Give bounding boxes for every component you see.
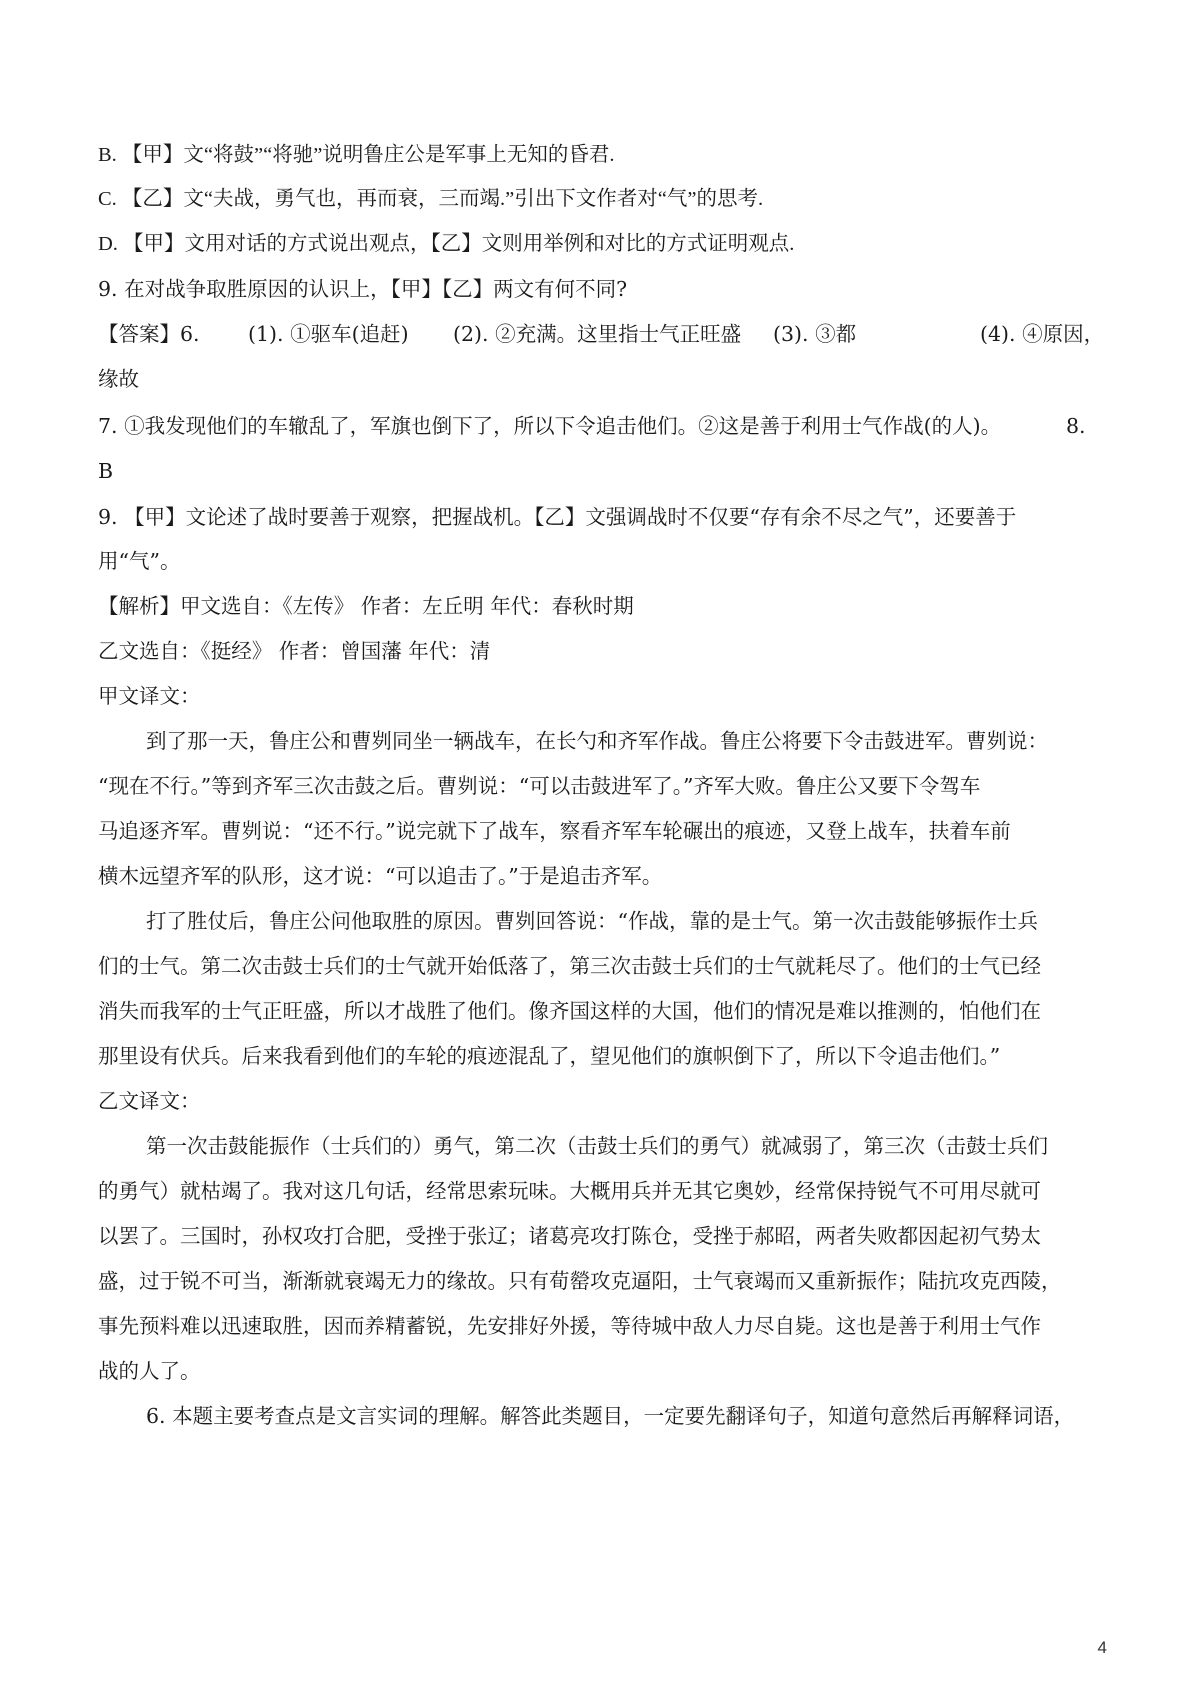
analysis-question-6: 6. 本题主要考查点是文言实词的理解。解答此类题目，一定要先翻译句子，知道句意然后再解释词语， (146, 1404, 1075, 1428)
answer-7: 7. ①我发现他们的车辙乱了，军旗也倒下了，所以下令追击他们。②这是善于利用士气作战(的人)。 (98, 414, 1002, 438)
jia-paragraph-2-line: 们的士气。第二次击鼓士兵们的士气就开始低落了，第三次击鼓士兵们的士气就耗尽了。他们的士气已经 (98, 954, 1041, 978)
yi-paragraph-line: 盛，过于锐不可当，渐渐就衰竭无力的缘故。只有荀罃攻克逼阳，士气衰竭而又重新振作；陆抗攻克西陵， (98, 1269, 1062, 1293)
option-d: D. 【甲】文用对话的方式说出观点，【乙】文则用举例和对比的方式证明观点. (98, 233, 795, 255)
jia-paragraph-2-line: 打了胜仗后，鲁庄公问他取胜的原因。曹刿回答说：“作战，靠的是士气。第一次击鼓能够振作士兵 (146, 909, 1038, 933)
analysis-source-yi: 乙文选自：《挺经》 作者：曾国藩 年代：清 (98, 639, 491, 663)
page-number: 4 (1097, 1638, 1107, 1657)
answer-8-value: B (98, 459, 114, 483)
answer-item-3: (3). ③都 (773, 322, 857, 346)
jia-paragraph-1-line: “现在不行。”等到齐军三次击鼓之后。曹刿说：“可以击鼓进军了。”齐军大败。鲁庄公又要下令驾车 (98, 774, 981, 798)
yi-paragraph-line: 第一次击鼓能振作（士兵们的）勇气，第二次（击鼓士兵们的勇气）就减弱了，第三次（击鼓士兵们 (146, 1134, 1048, 1158)
analysis-source-jia: 【解析】甲文选自：《左传》 作者：左丘明 年代：春秋时期 (98, 594, 634, 618)
answer-item-4: (4). ④原因， (980, 322, 1105, 346)
jia-translation-heading: 甲文译文： (98, 684, 201, 708)
yi-paragraph-line: 战的人了。 (98, 1359, 201, 1383)
answer-item-2: (2). ②充满。这里指士气正旺盛 (453, 322, 742, 346)
jia-paragraph-1-line: 马追逐齐军。曹刿说：“还不行。”说完就下了战车，察看齐军车轮碾出的痕迹，又登上战车，扶着车前 (98, 819, 1011, 843)
yi-paragraph-line: 事先预料难以迅速取胜，因而养精蓄锐，先安排好外援，等待城中敌人力尽自毙。这也是善于利用士气作 (98, 1314, 1041, 1338)
answer-item-1: (1). ①驱车(追赶) (248, 322, 409, 346)
answer-9-line-2: 用“气”。 (98, 549, 181, 573)
answer-8-number: 8. (1066, 414, 1086, 438)
option-c: C. 【乙】文“夫战，勇气也，再而衰，三而竭.”引出下文作者对“气”的思考. (98, 188, 764, 210)
answer-prefix: 【答案】6. (98, 322, 200, 346)
jia-paragraph-1-line: 到了那一天，鲁庄公和曹刿同坐一辆战车，在长勺和齐军作战。鲁庄公将要下令击鼓进军。曹刿说： (146, 729, 1048, 753)
jia-paragraph-2-line: 消失而我军的士气正旺盛，所以才战胜了他们。像齐国这样的大国，他们的情况是难以推测的，怕他们在 (98, 999, 1041, 1023)
question-9: 9. 在对战争取胜原因的认识上，【甲】【乙】两文有何不同? (98, 277, 628, 301)
yi-translation-heading: 乙文译文： (98, 1089, 201, 1113)
jia-paragraph-1-line: 横木远望齐军的队形，这才说：“可以追击了。”于是追击齐军。 (98, 864, 663, 888)
yi-paragraph-line: 以罢了。三国时，孙权攻打合肥，受挫于张辽；诸葛亮攻打陈仓，受挫于郝昭，两者失败都因起初气势太 (98, 1224, 1041, 1248)
option-b: B. 【甲】文“将鼓”“将驰”说明鲁庄公是军事上无知的昏君. (98, 144, 615, 166)
answer-continuation: 缘故 (98, 367, 139, 391)
yi-paragraph-line: 的勇气）就枯竭了。我对这几句话，经常思索玩味。大概用兵并无其它奥妙，经常保持锐气不可用尽就可 (98, 1179, 1041, 1203)
jia-paragraph-2-line: 那里设有伏兵。后来我看到他们的车轮的痕迹混乱了，望见他们的旗帜倒下了，所以下令追击他们。” (98, 1044, 1001, 1068)
answer-line (98, 320, 1108, 348)
answer-9-line-1: 9. 【甲】文论述了战时要善于观察，把握战机。【乙】文强调战时不仅要“存有余不尽之气”，还要善于 (98, 505, 1017, 529)
